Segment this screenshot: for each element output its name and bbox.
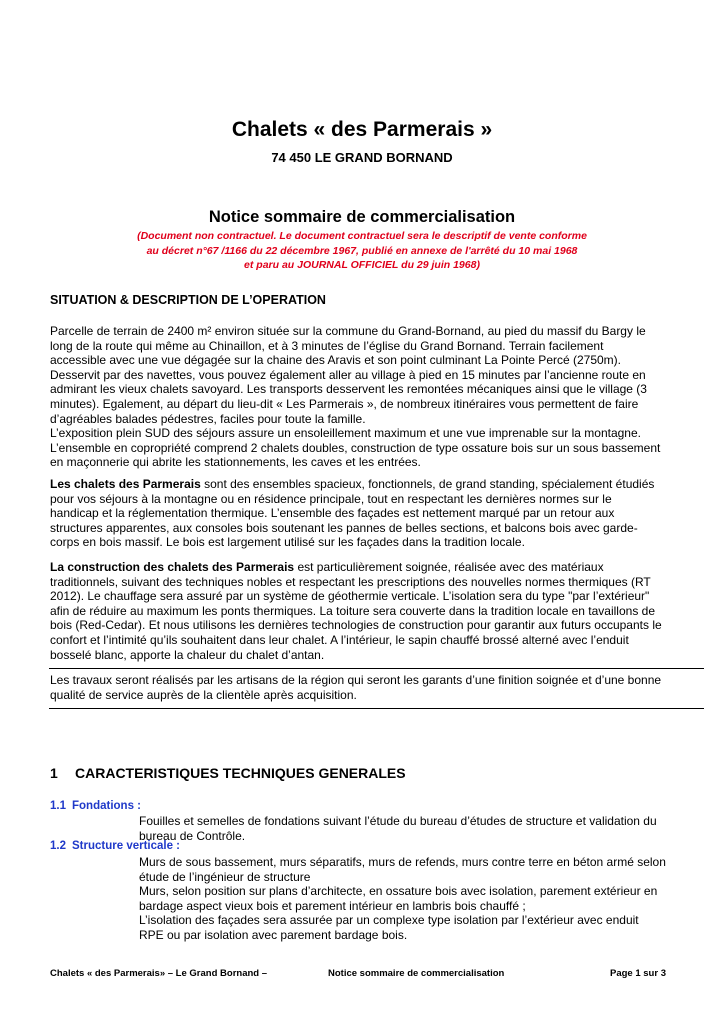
text-line: Fouilles et semelles de fondations suivant l’étude du bureau d’études de structure et validation du [139,814,657,828]
text-line: en maçonnerie qui abrite les stationnements, les caves et les entrées. [50,455,421,470]
subsection-heading-fondations [50,800,141,812]
situation-paragraph-1 [50,324,680,470]
section-number: 1 [50,765,58,781]
subsection-title: Fondations : [72,800,141,812]
subsection-title: Structure verticale : [72,840,181,852]
text-line: L’isolation des façades sera assurée par un complexe type isolation par l’extérieur avec enduit [139,913,639,928]
bold-lead: La construction des chalets des Parmerais [50,560,295,574]
subsection-body-structure [139,855,687,943]
text-line: Desservit par des navettes, vous pouvez également aller au village à pied en 15 minutes par l’ancienne route en [50,367,646,382]
text-line: 2012). Le chauffage sera assuré par un système de géothermie verticale. L’isolation sera du type "par l’extérieur" [50,589,650,604]
location-subtitle: 74 450 LE GRAND BORNAND [271,150,453,165]
subsection-heading-structure [50,840,180,852]
situation-paragraph-3 [50,560,680,662]
text-line: Parcelle de terrain de 2400 m² environ située sur la commune du Grand-Bornand, au pied du massif du Bargy le [50,324,646,338]
text-line: bardage aspect vieux bois et parement intérieur en lambris bois chauffé ; [139,898,526,913]
text-line: L’ensemble en copropriété comprend 2 chalets doubles, construction de type ossature bois sur un sous bassement [50,440,661,455]
text-line: Murs, selon position sur plans d’architecte, en ossature bois avec isolation, parement extérieur en [139,884,658,899]
text-line: bosselé blanc, apporte la chaleur du chalet d’antan. [50,647,325,662]
footer-left: Chalets « des Parmerais» – Le Grand Bornand – [50,968,268,979]
text-run: est particulièrement soignée, réalisée avec des matériaux [294,560,604,574]
text-line: long de la route qui même au Chinaillon, et à 3 minutes de l’église du Grand Bornand. Terrain facilement [50,338,604,353]
divider-line [49,708,704,709]
footer-middle: Notice sommaire de commercialisation [328,968,505,979]
text-line: bureau de Contrôle. [139,828,246,843]
subsection-number: 1.2 [50,840,66,852]
divider-line [49,668,704,669]
text-line: RPE ou par isolation avec parement bardage bois. [139,927,408,942]
document-title: Chalets « des Parmerais » [231,118,493,141]
situation-paragraph-2 [50,477,680,550]
disclaimer-line: et paru au JOURNAL OFFICIEL du 29 juin 1968) [244,259,480,271]
situation-heading: SITUATION & DESCRIPTION DE L’OPERATION [50,293,326,307]
bold-lead: Les chalets des Parmerais [50,477,201,491]
text-line: qualité de service auprès de la clientèle après acquisition. [50,687,357,702]
text-line: traditionnels, suivant des techniques nobles et respectant les prescriptions des nouvelles normes thermiques (RT [50,574,651,589]
text-line: d’agréables balades pédestres, faciles pour toute la famille. [50,411,366,426]
subsection-number: 1.1 [50,800,66,812]
footer-page-number: Page 1 sur 3 [610,968,666,979]
text-line: Murs de sous bassement, murs séparatifs, murs de refends, murs contre terre en béton armé selon [139,855,666,869]
text-line [50,560,680,575]
text-run: sont des ensembles spacieux, fonctionnels, de grand standing, spécialement étudiés [200,477,655,491]
text-line: structures apparentes, aux consoles bois soutenant les pannes de belles sections, et balcons bois avec garde- [50,520,638,535]
disclaimer-line: (Document non contractuel. Le document contractuel sera le descriptif de vente conforme [137,230,587,242]
text-line: pour vos séjours à la montagne ou en résidence principale, tout en respectant les dernières normes sur le [50,491,612,506]
text-line: afin de réduire au maximum les ponts thermiques. La toiture sera couverte dans la tradition locale en tavaillons de [50,603,655,618]
text-line: accessible avec une vue dégagée sur la chaine des Aravis et son point culminant La Pointe Percé (2750m). [50,353,622,368]
text-line: L’exposition plein SUD des séjours assure un ensoleillement maximum et une vue imprenable sur la montagne. [50,426,641,441]
technical-heading [50,765,406,781]
text-line [50,477,680,492]
disclaimer [0,229,724,273]
section-title: CARACTERISTIQUES TECHNIQUES GENERALES [75,765,406,781]
text-line: minutes). Egalement, au départ du lieu-dit « Les Parmerais », de nombreux itinéraires vous permettent de faire [50,396,639,411]
disclaimer-line: au décret n°67 /1166 du 22 décembre 1967, publié en annexe de l'arrêté du 10 mai 1968 [146,244,578,257]
text-line: admirant les vieux chalets savoyard. Les transports desservent les remontées mécaniques ainsi que le village (3 [50,382,647,397]
text-line: étude de l’ingénieur de structure [139,869,311,884]
subsection-body-fondations [139,814,687,843]
text-line: bois (Red-Cedar). Et nous utilisons les dernières technologies de construction pour garantir aux futurs occupants le [50,618,662,633]
text-line: handicap et la réglementation thermique. L’ensemble des façades est nettement marqué par un retour aux [50,506,615,521]
text-line: Les travaux seront réalisés par les artisans de la région qui seront les garants d’une finition soignée et d’une bonne [50,673,662,687]
text-line: corps en bois massif. Le bois est largement utilisé sur les façades dans la tradition locale. [50,535,525,550]
text-line: confort et l’intimité qu’ils souhaitent dans leur chalet. A l’intérieur, le sapin chauffé brossé alterné avec l’enduit [50,632,629,647]
situation-paragraph-4 [50,673,680,702]
notice-title: Notice sommaire de commercialisation [208,208,516,226]
